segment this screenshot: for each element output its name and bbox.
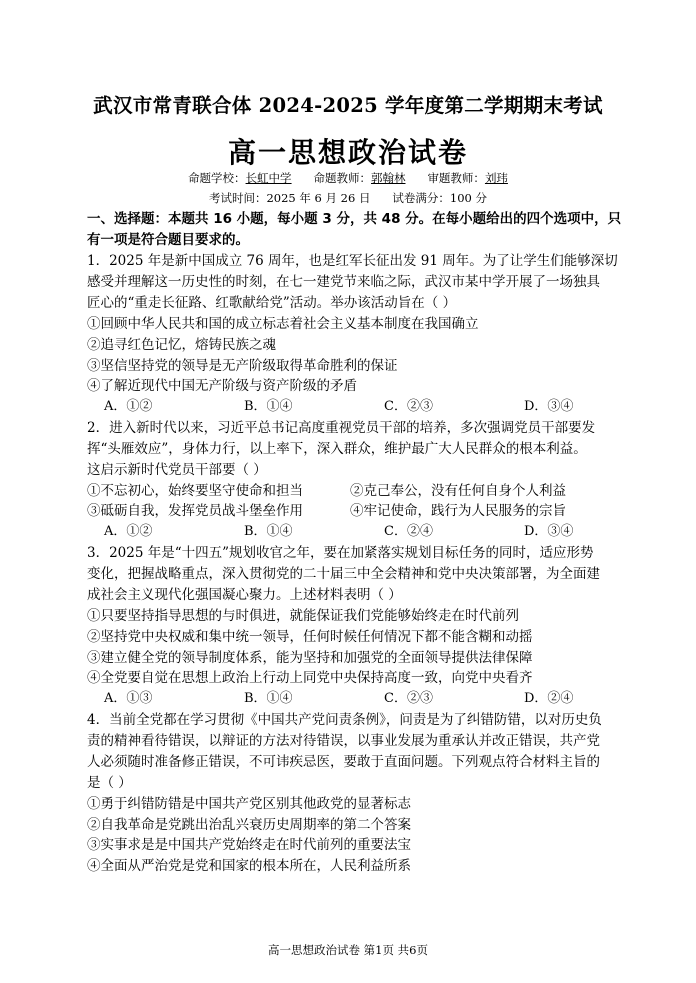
page-footer: 高一思想政治试卷 第1页 共6页 xyxy=(268,943,428,957)
question-2-statement-row-1 xyxy=(87,482,566,500)
exam-title: 武汉市常青联合体 2024-2025 学年度第二学期期末考试 xyxy=(93,94,603,117)
question-3-statement-3: ③建立健全党的领导制度体系，能为坚持和加强党的全面领导提供法律保障 xyxy=(87,650,533,666)
question-4-line-3: 人必须随时准备修正错误，不可讳疾忌医，要敢于直面问题。下列观点符合材料主旨的 xyxy=(87,754,600,770)
question-2-statement-1: ①不忘初心，始终要坚守使命和担当 xyxy=(87,483,303,499)
question-4-statement-3: ③实事求是是中国共产党始终走在时代前列的重要法宝 xyxy=(87,837,411,853)
question-1-option-d[interactable]: D．③④ xyxy=(524,399,574,414)
question-1-line-3: 匠心的“重走长征路、红歌献给党”活动。举办该活动旨在（ ） xyxy=(87,295,457,311)
question-4-line-1: 4．当前全党都在学习贯彻《中国共产党问责条例》，问责是为了纠错防错，以对历史负 xyxy=(87,712,602,728)
question-2-option-a[interactable]: A．①② xyxy=(104,524,153,539)
question-2-line-3: 这启示新时代党员干部要（ ） xyxy=(87,462,267,478)
question-3-line-3: 成社会主义现代化强国凝心聚力。上述材料表明（ ） xyxy=(87,587,402,603)
question-2-statement-4: ④牢记使命，践行为人民服务的宗旨 xyxy=(350,503,566,519)
author-name: 郭翰林 xyxy=(371,171,406,185)
exam-meta-time xyxy=(0,190,696,206)
question-2-statement-row-2 xyxy=(87,502,566,520)
question-1-statement-3: ③坚信坚持党的领导是无产阶级取得革命胜利的保证 xyxy=(87,358,398,374)
section-heading-line-1: 一、选择题：本题共 16 小题，每小题 3 分，共 48 分。在每小题给出的四个选项中，只 xyxy=(87,211,622,227)
question-4-line-4: 是（ ） xyxy=(87,775,132,791)
question-2-option-d[interactable]: D．③④ xyxy=(524,524,574,539)
school-label: 命题学校： xyxy=(188,171,246,185)
question-1-line-2: 感受并理解这一历史性的时刻，在七一建党节来临之际，武汉市某中学开展了一场独具 xyxy=(87,274,600,290)
exam-time: 考试时间：2025 年 6 月 26 日 xyxy=(208,191,371,205)
subject-title: 高一思想政治试卷 xyxy=(227,136,468,169)
question-1-option-a[interactable]: A．①② xyxy=(104,399,153,414)
question-4-statement-1: ①勇于纠错防错是中国共产党区别其他政党的显著标志 xyxy=(87,796,411,812)
reviewer-label: 审题教师： xyxy=(427,171,485,185)
reviewer-name: 刘玮 xyxy=(484,171,508,185)
question-3-options xyxy=(104,690,573,708)
question-2-statement-3: ③砥砺自我，发挥党员战斗堡垒作用 xyxy=(87,503,303,519)
question-3-option-a[interactable]: A．①③ xyxy=(104,691,153,706)
question-2-statement-2: ②克己奉公，没有任何自身个人利益 xyxy=(350,483,566,499)
question-1-option-c[interactable]: C．②③ xyxy=(384,399,433,414)
question-2-line-1: 2．进入新时代以来，习近平总书记高度重视党员干部的培养，多次强调党员干部要发 xyxy=(87,420,596,436)
school-name: 长虹中学 xyxy=(245,171,292,185)
question-2-option-b[interactable]: B．①④ xyxy=(244,524,293,539)
question-3-option-d[interactable]: D．②④ xyxy=(524,691,574,706)
question-3-statement-2: ②坚持党中央权威和集中统一领导，任何时候任何情况下都不能含糊和动摇 xyxy=(87,629,533,645)
question-3-line-2: 变化，把握战略重点，深入贯彻党的二十届三中全会精神和党中央决策部署，为全面建 xyxy=(87,566,600,582)
question-1-statement-1: ①回顾中华人民共和国的成立标志着社会主义基本制度在我国确立 xyxy=(87,316,479,332)
question-1-line-1: 1．2025 年是新中国成立 76 周年，也是红军长征出发 91 周年。为了让学生们能够深切 xyxy=(87,253,618,269)
question-2-option-c[interactable]: C．②④ xyxy=(384,524,433,539)
question-4-line-2: 责的精神看待错误，以辩证的方法对待错误，以事业发展为重承认并改正错误，共产党 xyxy=(87,733,600,749)
question-4-statement-4: ④全面从严治党是党和国家的根本所在，人民利益所系 xyxy=(87,858,411,874)
question-1-option-b[interactable]: B．①④ xyxy=(244,399,293,414)
section-heading-line-2: 有一项是符合题目要求的。 xyxy=(87,232,249,248)
exam-score: 试卷满分：100 分 xyxy=(392,191,488,205)
author-label: 命题教师： xyxy=(313,171,371,185)
question-1-statement-4: ④了解近现代中国无产阶级与资产阶级的矛盾 xyxy=(87,378,357,394)
question-2-line-2: 挥“头雁效应”，身体力行，以上率下，深入群众，维护最广大人民群众的根本利益。 xyxy=(87,441,587,457)
question-4-statement-2: ②自我革命是党跳出治乱兴衰历史周期率的第二个答案 xyxy=(87,817,411,833)
question-2-options xyxy=(104,523,573,541)
question-3-statement-1: ①只要坚持指导思想的与时俱进，就能保证我们党能够始终走在时代前列 xyxy=(87,608,519,624)
question-3-option-c[interactable]: C．②③ xyxy=(384,691,433,706)
question-1-options xyxy=(104,398,573,416)
question-3-option-b[interactable]: B．①④ xyxy=(244,691,293,706)
question-3-line-1: 3．2025 年是“十四五”规划收官之年，要在加紧落实规划目标任务的同时，适应形势 xyxy=(87,545,594,561)
question-1-statement-2: ②追寻红色记忆，熔铸民族之魂 xyxy=(87,337,276,353)
exam-meta-authors xyxy=(0,170,696,186)
question-3-statement-4: ④全党要自觉在思想上政治上行动上同党中央保持高度一致，向党中央看齐 xyxy=(87,670,533,686)
